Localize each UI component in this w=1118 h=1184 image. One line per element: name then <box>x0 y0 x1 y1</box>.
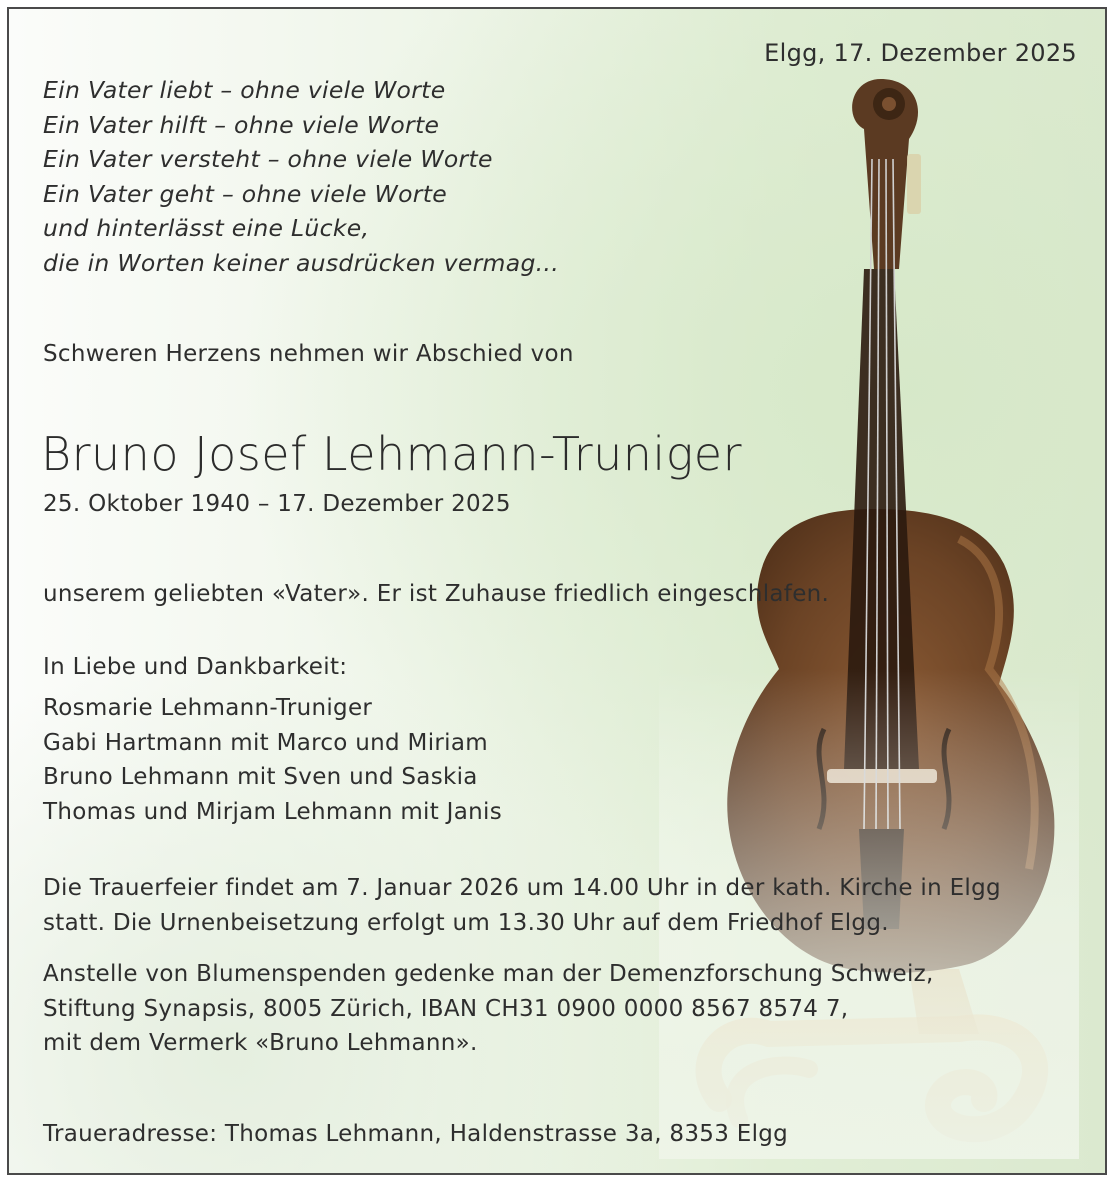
ceremony-info: Die Trauerfeier findet am 7. Januar 2026 um 14.00 Uhr in der kath. Kirche in Elgg statt. Die Urnenbeisetzung erfolgt um 13.30 Uhr auf dem Friedhof Elgg. <box>43 875 1001 936</box>
deceased-name: Bruno Josef Lehmann-Truniger <box>41 427 743 481</box>
poem: Ein Vater liebt – ohne viele Worte Ein Vater hilft – ohne viele Worte Ein Vater versteht – ohne viele Worte Ein Vater geht – ohne viele Worte und hinterlässt eine Lücke, die in Worten keiner ausdrücken vermag... <box>43 76 559 277</box>
mourners-list: Rosmarie Lehmann-Truniger Gabi Hartmann mit Marco und Miriam Bruno Lehmann mit Sven und Saskia Thomas und Mirjam Lehmann mit Janis <box>43 695 502 825</box>
statement: unserem geliebten «Vater». Er ist Zuhause friedlich eingeschlafen. <box>43 581 830 607</box>
donation-info: Anstelle von Blumenspenden gedenke man der Demenzforschung Schweiz, Stiftung Synapsis, 8005 Zürich, IBAN CH31 0900 0000 8567 8574 7, mit dem Vermerk «Bruno Lehmann». <box>43 961 934 1056</box>
intro-line: Schweren Herzens nehmen wir Abschied von <box>43 341 574 367</box>
obituary-card <box>7 7 1107 1175</box>
place-date: Elgg, 17. Dezember 2025 <box>764 39 1077 67</box>
life-dates: 25. Oktober 1940 – 17. Dezember 2025 <box>43 491 511 517</box>
mourners-heading: In Liebe und Dankbarkeit: <box>43 654 348 680</box>
mourning-address: Traueradresse: Thomas Lehmann, Haldenstrasse 3a, 8353 Elgg <box>43 1121 789 1147</box>
